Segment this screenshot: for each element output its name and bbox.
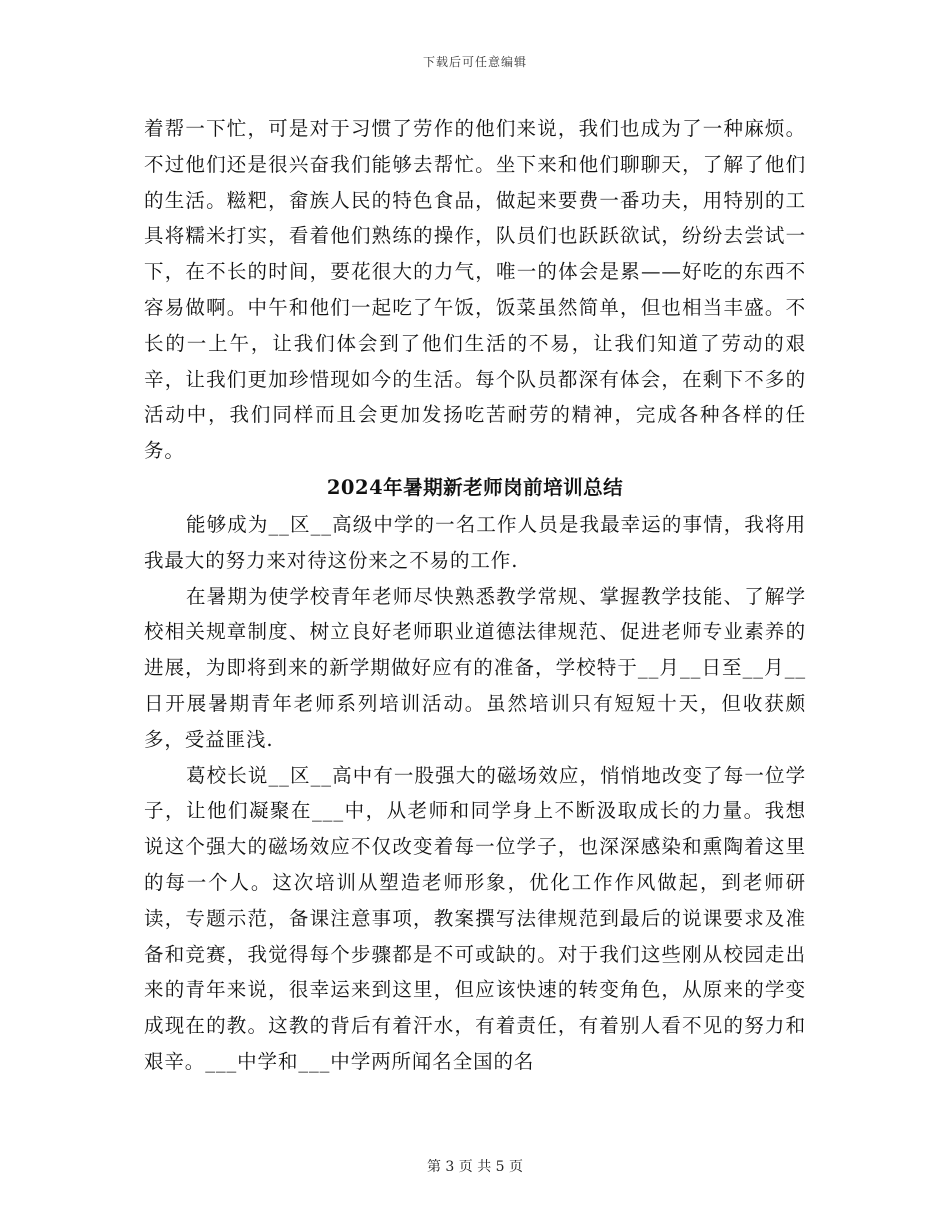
section-paragraph-1: 能够成为__区__高级中学的一名工作人员是我最幸运的事情，我将用我最大的努力来对待这份来之不易的工作. [144, 512, 806, 572]
section-paragraph-3: 葛校长说__区__高中有一股强大的磁场效应，悄悄地改变了每一位学子，让他们凝聚在___中，从老师和同学身上不断汲取成长的力量。我想说这个强大的磁场效应不仅改变着每一位学子，也深深感染和熏陶着这里的每一个人。这次培训从塑造老师形象，优化工作作风做起，到老师研读，专题示范，备课注意事项，教案撰写法律规范到最后的说课要求及准备和竞赛，我觉得每个步骤都是不可或缺的。对于我们这些刚从校园走出来的青年来说，很幸运来到这里，但应该快速的转变角色，从原来的学变成现在的教。这教的背后有着汗水，有着责任，有着别人看不见的努力和艰辛。___中学和___中学两所闻名全国的名 [144, 763, 806, 1073]
document-body [144, 111, 806, 1080]
page-footer: 第 3 页 共 5 页 [426, 1159, 524, 1175]
section-title: 2024年暑期新老师岗前培训总结 [326, 475, 624, 499]
page-header: 下载后可任意编辑 [422, 55, 527, 69]
section-paragraph-2: 在暑期为使学校青年老师尽快熟悉教学常规、掌握教学技能、了解学校相关规章制度、树立良好老师职业道德法律规范、促进老师专业素养的进展，为即将到来的新学期做好应有的准备，学校特于__月__日至__月__日开展暑期青年老师系列培训活动。虽然培训只有短短十天，但收获颇多，受益匪浅. [144, 584, 806, 751]
continuation-paragraph: 着帮一下忙，可是对于习惯了劳作的他们来说，我们也成为了一种麻烦。不过他们还是很兴奋我们能够去帮忙。坐下来和他们聊聊天，了解了他们的生活。糍粑，畲族人民的特色食品，做起来要费一番功夫，用特别的工具将糯米打实，看着他们熟练的操作，队员们也跃跃欲试，纷纷去尝试一下，在不长的时间，要花很大的力气，唯一的体会是累——好吃的东西不容易做啊。中午和他们一起吃了午饭，饭菜虽然简单，但也相当丰盛。不长的一上午，让我们体会到了他们生活的不易，让我们知道了劳动的艰辛，让我们更加珍惜现如今的生活。每个队员都深有体会，在剩下不多的活动中，我们同样而且会更加发扬吃苦耐劳的精神，完成各种各样的任务。 [144, 117, 806, 463]
